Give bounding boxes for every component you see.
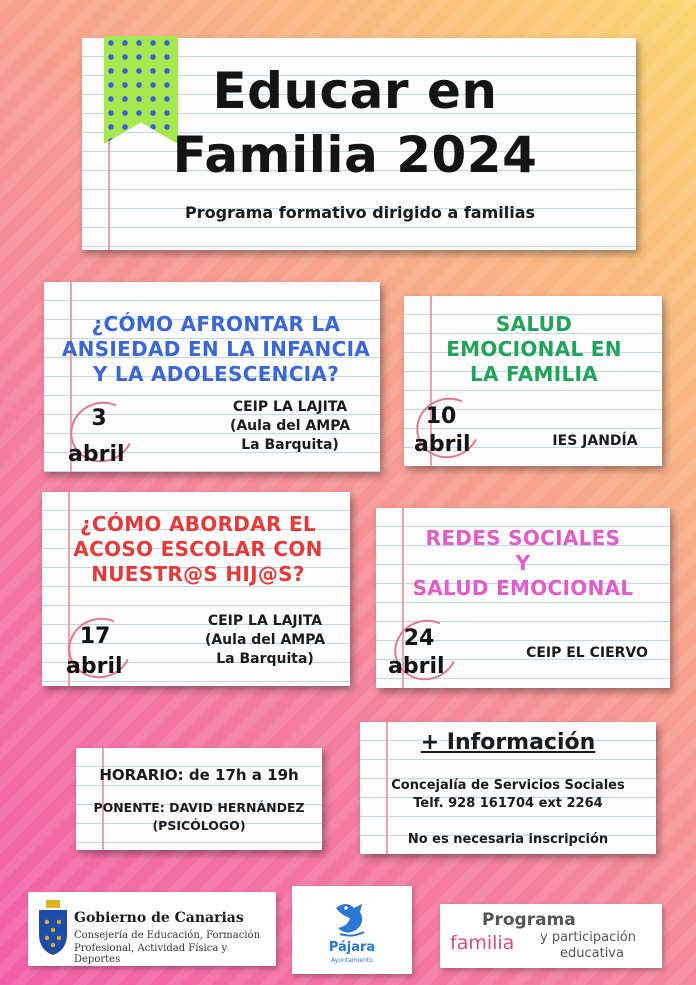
session-1-place-line: La Barquita): [241, 437, 339, 453]
info-heading: + Información: [420, 730, 596, 755]
page-title-line1: Educar en: [212, 62, 498, 120]
session-4-question-line: SALUD EMOCIONAL: [412, 576, 634, 600]
participacion-line2: educativa: [560, 946, 624, 961]
session-1-day: 3: [91, 406, 107, 431]
session-2-place: [530, 432, 660, 451]
familia-word: familia: [450, 932, 515, 954]
session-4-question: [392, 526, 654, 601]
session-1-question-line: Y LA ADOLESCENCIA?: [92, 362, 340, 386]
session-3-month: abril: [66, 654, 123, 679]
session-3-question-line: ACOSO ESCOLAR CON: [73, 537, 323, 561]
session-2-day: 10: [425, 404, 457, 429]
schedule-speaker: PONENTE: DAVID HERNÁNDEZ: [93, 800, 305, 815]
page-subtitle: Programa formativo dirigido a familias: [184, 203, 536, 222]
info-department: Concejalía de Servicios Sociales: [391, 778, 625, 793]
session-4-place-line: CEIP EL CIERVO: [526, 645, 648, 661]
session-2-month: abril: [414, 432, 471, 457]
page-title-line2: Familia 2024: [172, 126, 538, 184]
gobierno-sub1: Consejería de Educación, Formación: [74, 930, 261, 941]
session-2-place-line: IES JANDÍA: [552, 433, 638, 449]
info-registration: No es necesaria inscripción: [407, 832, 609, 847]
session-4-question-line: Y: [515, 551, 531, 575]
gobierno-name: Gobierno de Canarias: [74, 910, 244, 926]
session-3-place-line: CEIP LA LAJITA: [207, 613, 323, 629]
info-phone: Telf. 928 161704 ext 2264: [413, 796, 603, 811]
session-3-place-line: (Aula del AMPA: [204, 632, 326, 648]
gobierno-sub2: Profesional, Actividad Física y Deportes: [74, 943, 228, 965]
session-1-place: [200, 398, 380, 455]
schedule-hours: HORARIO: de 17h a 19h: [99, 766, 299, 784]
schedule-card: [76, 748, 322, 850]
session-3-question-line: NUESTR@S HIJ@S?: [91, 562, 305, 586]
session-1-place-line: CEIP LA LAJITA: [232, 399, 348, 415]
coat-of-arms-icon: [36, 900, 70, 956]
session-1-place-line: (Aula del AMPA: [229, 418, 351, 434]
gobierno-logo-box: [28, 892, 276, 966]
session-4-place: [512, 644, 662, 663]
pajara-logo-box: [292, 886, 412, 974]
bird-icon: [330, 898, 374, 938]
session-1-question-line: ¿CÓMO AFRONTAR LA: [91, 312, 341, 336]
programa-word: Programa: [482, 910, 576, 930]
session-2-question-line: LA FAMILIA: [469, 362, 599, 386]
pajara-sub: Ayuntamiento: [331, 957, 373, 964]
pajara-name: Pájara: [328, 940, 376, 955]
session-1-question: [56, 312, 376, 387]
programa-logo-box: [440, 904, 662, 968]
session-4-question-line: REDES SOCIALES: [425, 526, 621, 550]
session-3-question: [52, 512, 344, 587]
session-2-question-line: EMOCIONAL EN: [446, 337, 622, 361]
session-3-question-line: ¿CÓMO ABORDAR EL: [80, 512, 316, 536]
session-2-question: [414, 312, 654, 387]
session-1-month: abril: [68, 442, 125, 467]
session-1-question-line: ANSIEDAD EN LA INFANCIA: [61, 337, 371, 361]
schedule-speaker-role: (PSICÓLOGO): [152, 818, 246, 833]
session-2-question-line: SALUD: [495, 312, 573, 336]
participacion-line1: y participación: [540, 930, 637, 945]
session-3-place-line: La Barquita): [216, 651, 314, 667]
session-3-place: [180, 612, 350, 669]
session-3-day: 17: [79, 624, 111, 649]
session-4-day: 24: [403, 626, 435, 651]
session-4-month: abril: [388, 654, 445, 679]
